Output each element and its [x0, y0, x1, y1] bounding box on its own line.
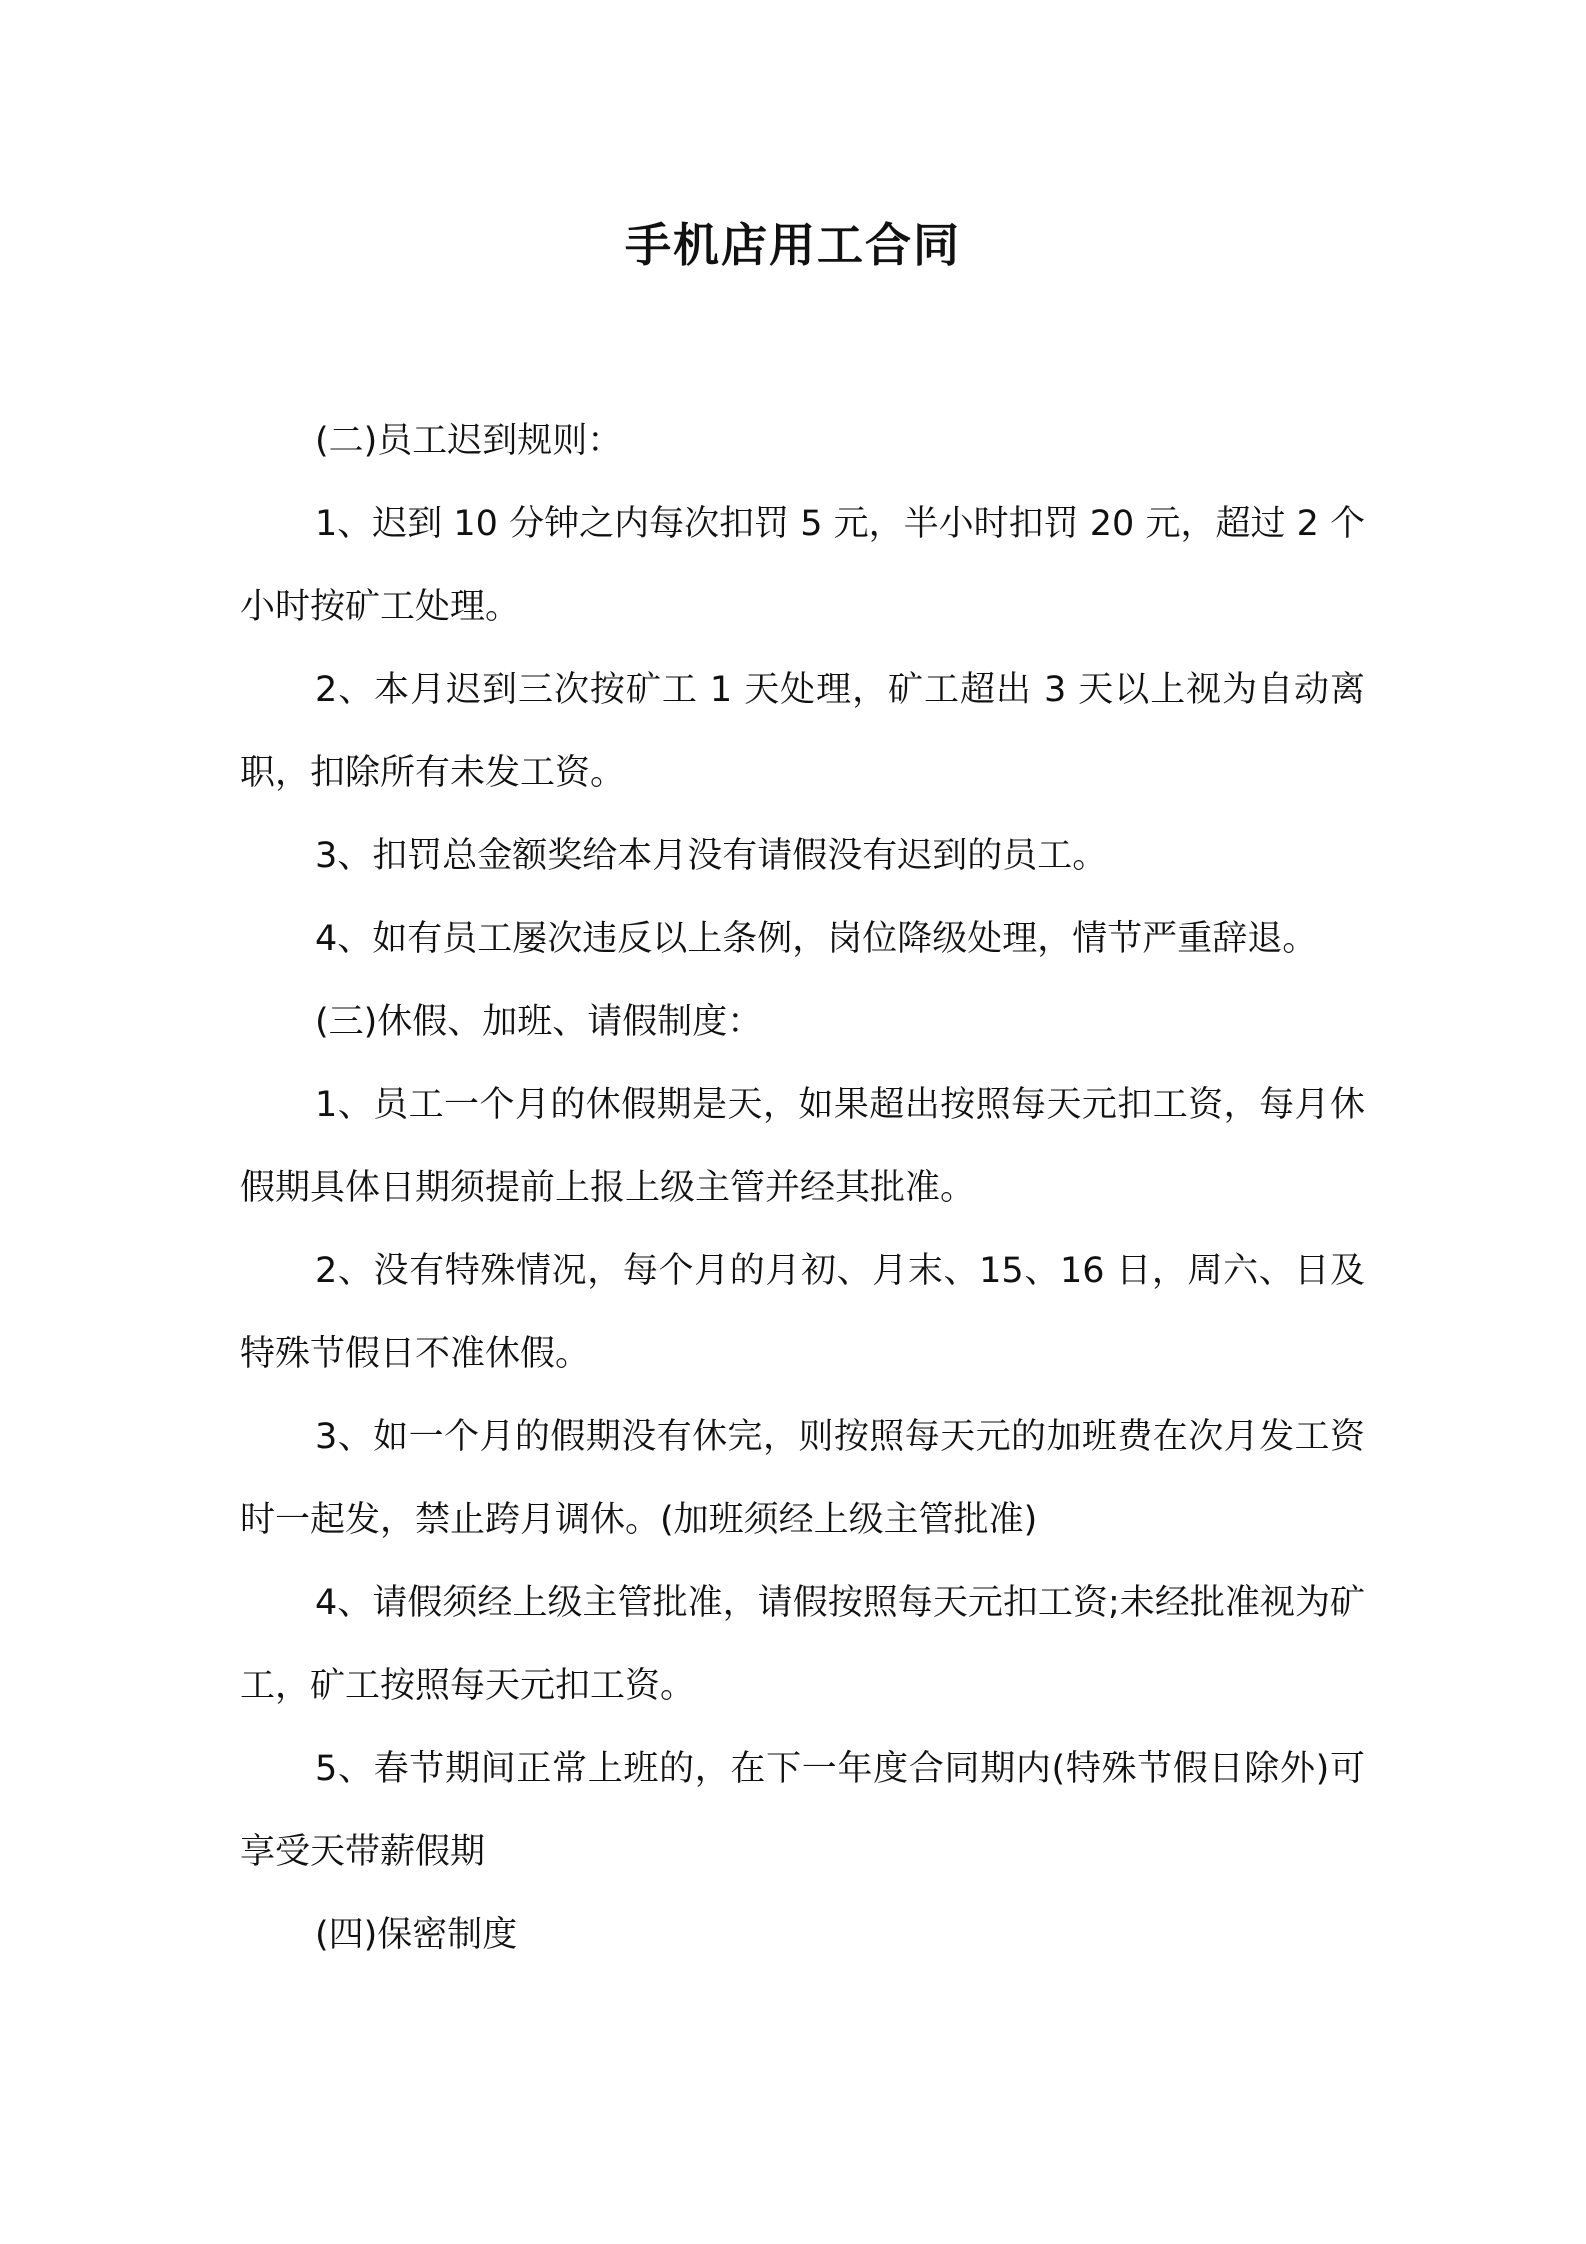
late-rule-2: 2、本月迟到三次按矿工 1 天处理，矿工超出 3 天以上视为自动离职，扣除所有未发工资。 [240, 670, 1365, 793]
leave-rule-5: 5、春节期间正常上班的，在下一年度合同期内(特殊节假日除外)可享受天带薪假期 [240, 1749, 1365, 1872]
late-rule-1: 1、迟到 10 分钟之内每次扣罚 5 元，半小时扣罚 20 元，超过 2 个小时按矿工处理。 [240, 504, 1365, 627]
leave-rule-2: 2、没有特殊情况，每个月的月初、月末、15、16 日，周六、日及特殊节假日不准休假。 [240, 1251, 1365, 1374]
section-heading-confidentiality: (四)保密制度 [315, 1915, 518, 1955]
leave-rule-1: 1、员工一个月的休假期是天，如果超出按照每天元扣工资，每月休假期具体日期须提前上报上级主管并经其批准。 [240, 1085, 1365, 1208]
section-heading-leave-rules: (三)休假、加班、请假制度： [315, 1002, 763, 1042]
document-title: 手机店用工合同 [625, 218, 961, 272]
document-body [240, 400, 1365, 1977]
leave-rule-3: 3、如一个月的假期没有休完，则按照每天元的加班费在次月发工资时一起发，禁止跨月调休。(加班须经上级主管批准) [240, 1417, 1365, 1540]
late-rule-3: 3、扣罚总金额奖给本月没有请假没有迟到的员工。 [315, 836, 1108, 876]
late-rule-4: 4、如有员工屡次违反以上条例，岗位降级处理，情节严重辞退。 [315, 919, 1318, 959]
section-heading-late-rules: (二)员工迟到规则： [315, 421, 623, 461]
leave-rule-4: 4、请假须经上级主管批准，请假按照每天元扣工资;未经批准视为矿工，矿工按照每天元扣工资。 [240, 1583, 1365, 1706]
